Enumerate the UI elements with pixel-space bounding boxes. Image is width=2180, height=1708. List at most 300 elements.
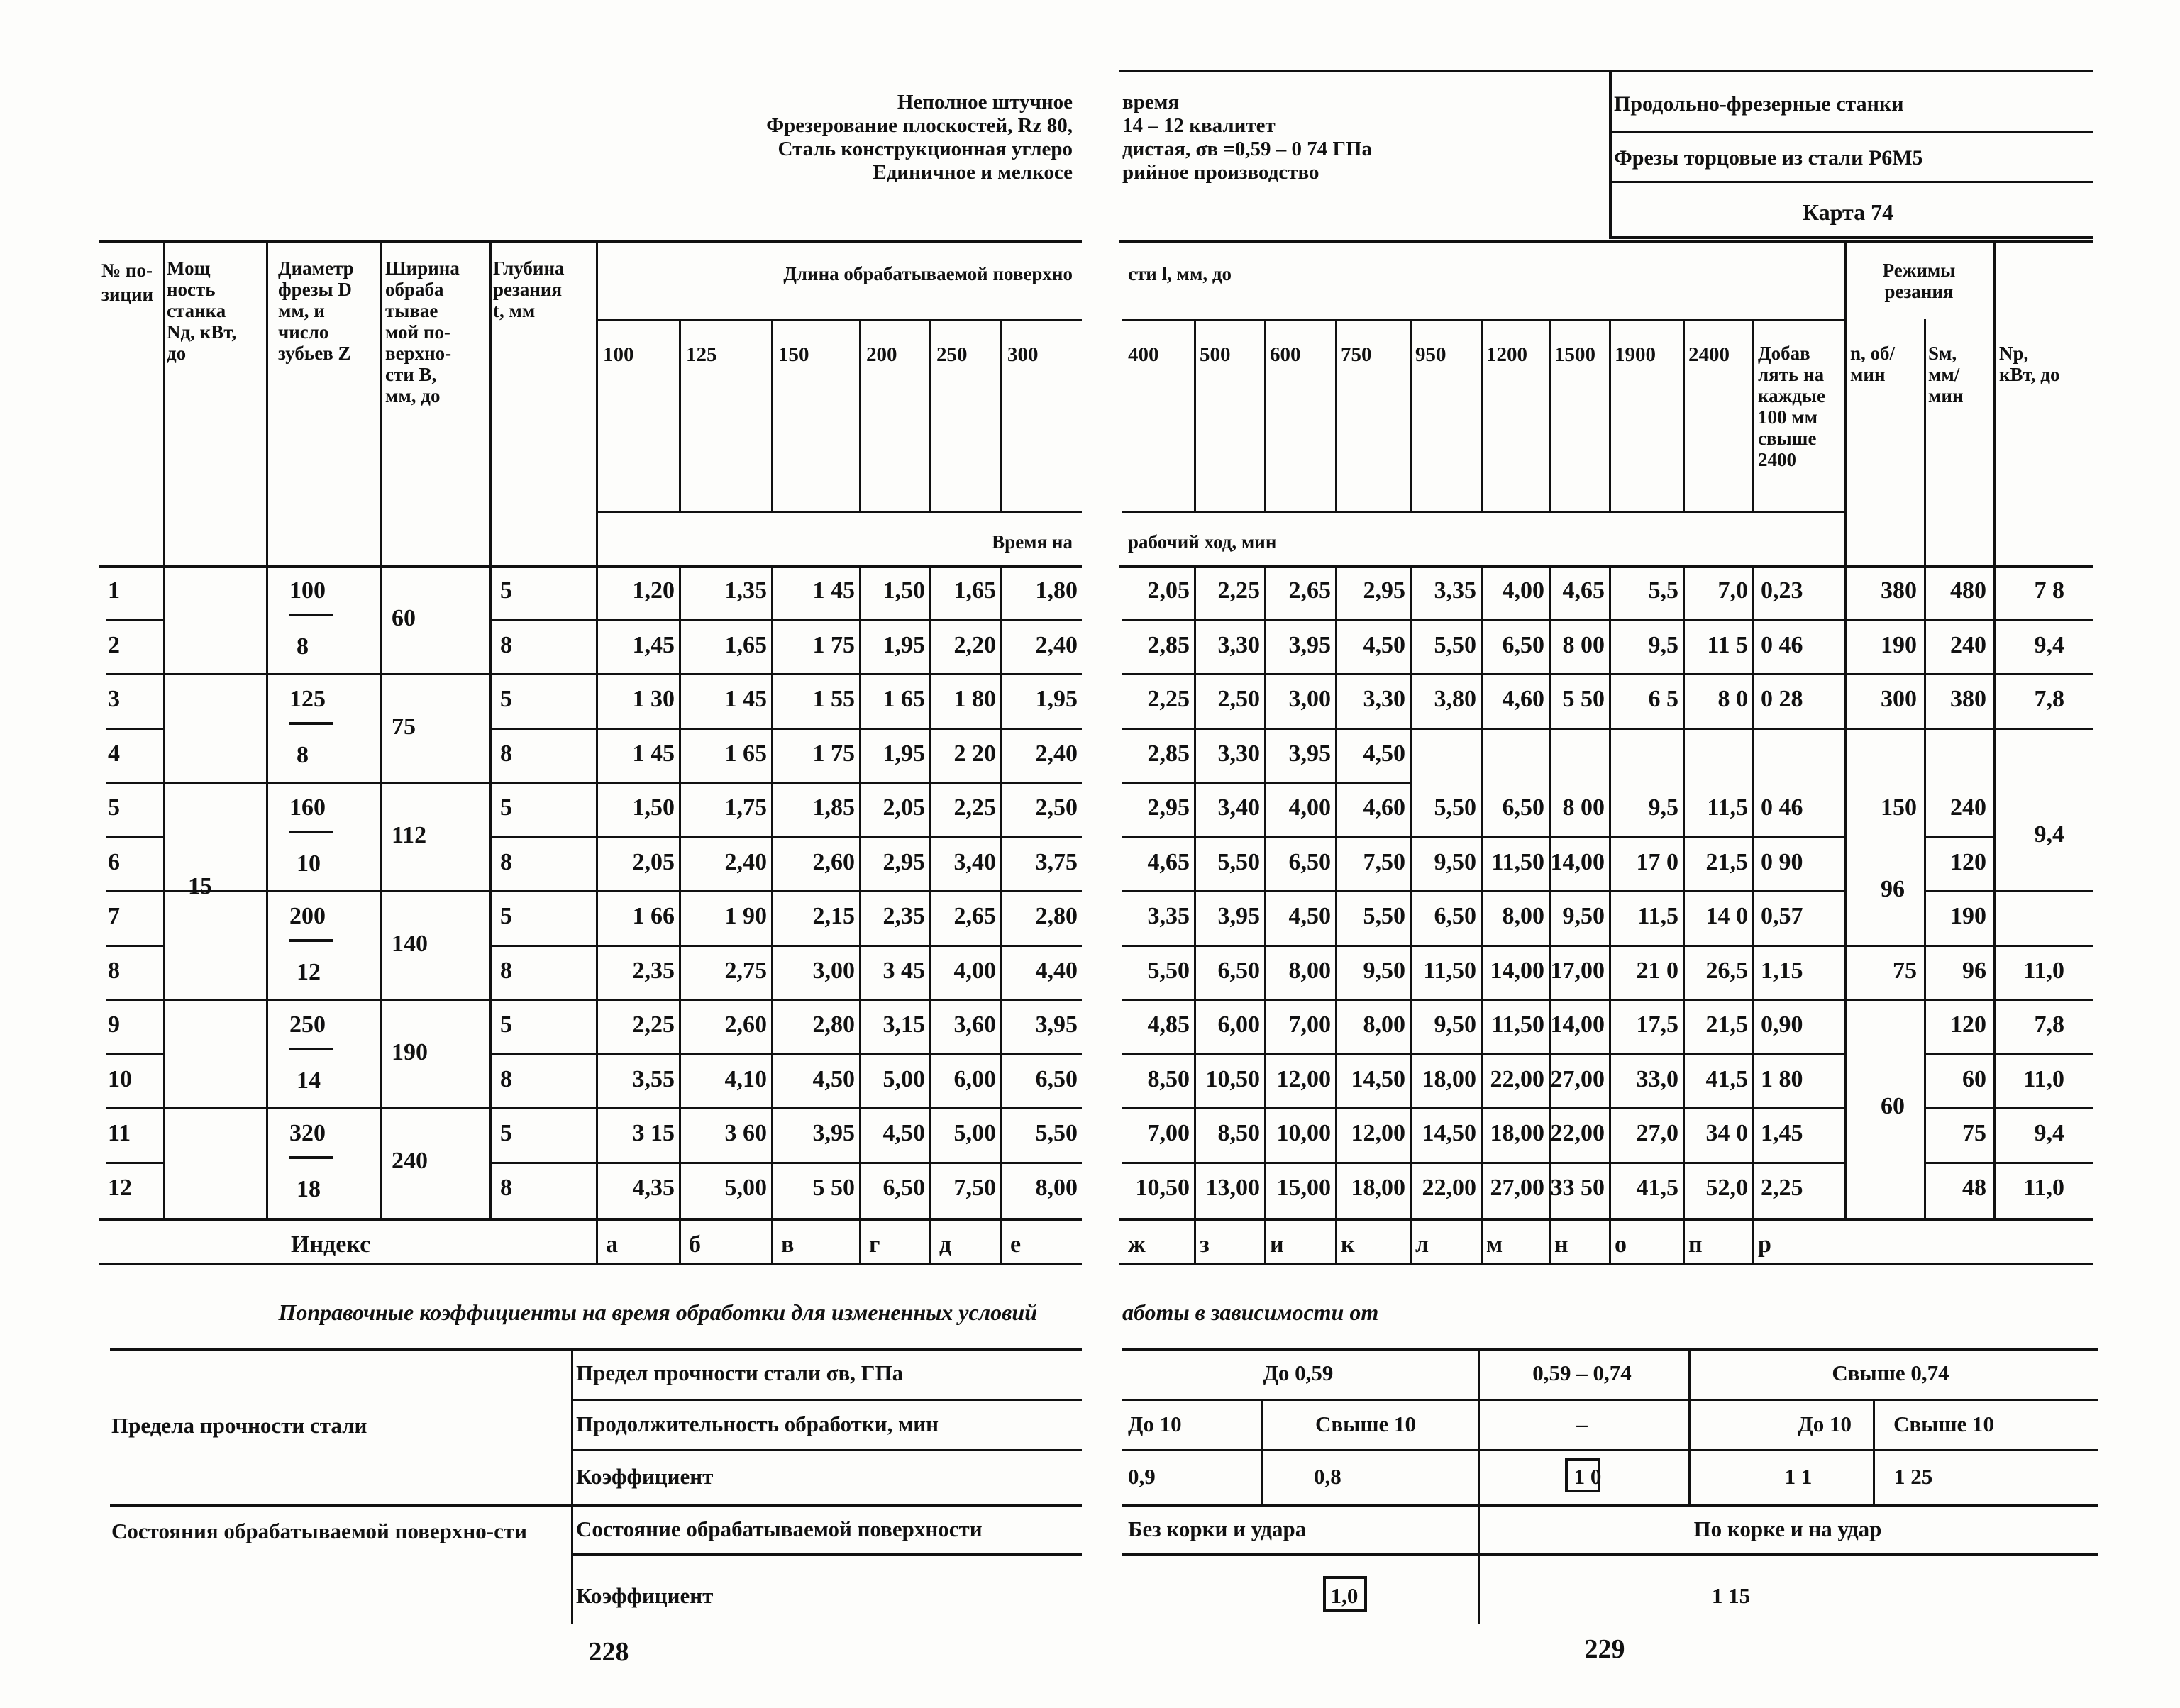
horizontal-rule	[110, 1348, 1082, 1351]
vertical-rule	[679, 565, 681, 1263]
horizontal-rule	[489, 999, 1082, 1001]
vertical-rule	[1410, 319, 1412, 511]
spindle-speed: 60	[1881, 1093, 1905, 1119]
add-value: 2,25	[1761, 1175, 1803, 1201]
horizontal-rule	[163, 782, 489, 784]
col-modes-line: резания	[1884, 281, 1954, 302]
strength-group: Свыше 0,74	[1832, 1360, 1949, 1385]
col-diameter-line: число	[278, 321, 329, 343]
header-right-line: дистая, σв =0,59 – 0 74 ГПа	[1122, 138, 1373, 160]
time-value: 5,5	[1648, 577, 1678, 604]
time-value: 8 0	[1717, 686, 1748, 712]
time-value: 1 75	[812, 741, 855, 767]
horizontal-rule	[1993, 619, 2093, 621]
spindle-speed: 190	[1881, 632, 1917, 658]
time-value: 11,50	[1491, 849, 1544, 875]
index-letter: н	[1554, 1231, 1568, 1258]
time-value: 6,00	[953, 1066, 996, 1092]
time-value: 27,0	[1636, 1120, 1678, 1146]
time-value: 3,95	[1288, 632, 1331, 658]
horizontal-rule	[1924, 673, 1993, 675]
time-value: 3,95	[1288, 741, 1331, 767]
row-depth: 8	[500, 1066, 512, 1092]
vertical-rule	[1549, 319, 1551, 511]
feed-rate: 75	[1962, 1120, 1986, 1146]
horizontal-rule	[489, 728, 1082, 730]
cutting-power: 7,8	[2034, 1011, 2064, 1038]
fraction-bar	[289, 939, 333, 942]
horizontal-rule	[596, 511, 1082, 513]
time-value: 7,50	[953, 1175, 996, 1201]
time-value: 9,50	[1434, 849, 1476, 875]
col-depth-line: резания	[493, 279, 563, 300]
machine-type: Продольно-фрезерные станки	[1614, 92, 1904, 116]
time-value: 2,65	[1288, 577, 1331, 604]
teeth-count: 10	[297, 850, 321, 877]
col-depth-line: Глубина	[493, 257, 565, 279]
time-value: 6,50	[1035, 1066, 1078, 1092]
horizontal-rule	[489, 782, 1082, 784]
horizontal-rule	[1993, 728, 2093, 730]
page-number-right: 229	[1584, 1634, 1625, 1664]
vertical-rule	[1752, 565, 1754, 1263]
vertical-rule	[266, 240, 268, 1218]
row-position: 5	[108, 794, 120, 821]
vertical-rule	[1609, 319, 1611, 511]
time-value: 14,00	[1550, 849, 1605, 875]
time-value: 2,05	[882, 794, 925, 821]
time-value: 1,65	[724, 632, 767, 658]
highlight-box	[1323, 1576, 1367, 1612]
strength-group: До 0,59	[1263, 1360, 1334, 1385]
duration-value: –	[1576, 1412, 1588, 1436]
index-letter: л	[1415, 1231, 1429, 1258]
time-value: 6,50	[1434, 903, 1476, 929]
time-value: 6 5	[1648, 686, 1678, 712]
horizontal-rule	[1993, 1107, 2093, 1109]
col-add-line: 100 мм	[1758, 406, 1818, 428]
add-value: 0 46	[1761, 794, 1803, 821]
col-position: № по-зиции	[101, 260, 154, 305]
spindle-speed: 380	[1881, 577, 1917, 604]
horizontal-rule	[1122, 619, 1844, 621]
row-depth: 5	[500, 1011, 512, 1038]
col-width-line: мой по-	[385, 321, 450, 343]
time-value: 4,50	[1363, 741, 1405, 767]
row-position: 2	[108, 632, 120, 658]
time-value: 1,75	[724, 794, 767, 821]
time-value: 3 15	[632, 1120, 675, 1146]
cutting-power: 11,0	[2023, 958, 2064, 984]
time-value: 1 66	[632, 903, 675, 929]
col-modes-line: Режимы	[1882, 260, 1956, 281]
feed-rate: 480	[1950, 577, 1986, 604]
horizontal-rule	[99, 1263, 1082, 1265]
col-n-line: n, об/	[1850, 343, 1896, 364]
time-value: 3,80	[1434, 686, 1476, 712]
time-value: 2,40	[724, 849, 767, 875]
row-position: 11	[108, 1120, 131, 1146]
col-depth-line: t, мм	[493, 300, 536, 321]
col-power-line: Мощ	[167, 257, 211, 279]
horizontal-rule	[1122, 319, 1844, 321]
coef-value: 0,9	[1128, 1464, 1156, 1489]
col-width-line: верхно-	[385, 343, 452, 364]
vertical-rule	[859, 319, 861, 511]
col-power-line: Nд, кВт,	[167, 321, 237, 343]
time-value: 4,40	[1035, 958, 1078, 984]
time-value: 2,05	[1147, 577, 1190, 604]
time-value: 4,50	[1288, 903, 1331, 929]
time-value: 11,5	[1637, 903, 1678, 929]
vertical-rule	[1481, 565, 1483, 1263]
time-value: 4,00	[1502, 577, 1544, 604]
horizontal-rule	[489, 890, 1082, 892]
teeth-count: 14	[297, 1068, 321, 1094]
horizontal-rule	[1924, 619, 1993, 621]
vertical-rule	[571, 1348, 573, 1624]
horizontal-rule	[163, 890, 489, 892]
surface-width: 75	[392, 713, 416, 740]
horizontal-rule	[106, 728, 163, 730]
vertical-rule	[1194, 319, 1196, 511]
horizontal-rule	[571, 1553, 1082, 1556]
vertical-rule	[1752, 319, 1754, 511]
col-width-line: сти В,	[385, 364, 437, 385]
horizontal-rule	[489, 945, 1082, 947]
row-position: 8	[108, 958, 120, 984]
time-value: 1,65	[953, 577, 996, 604]
vertical-rule	[679, 319, 681, 511]
index-letter: м	[1486, 1231, 1503, 1258]
horizontal-rule	[1122, 728, 1844, 730]
time-value: 5,00	[724, 1175, 767, 1201]
horizontal-rule	[1993, 999, 2093, 1001]
col-power-line: станка	[167, 300, 226, 321]
col-diameter-line: фрезы D	[278, 279, 352, 300]
time-value: 3,00	[812, 958, 855, 984]
feed-rate: 120	[1950, 849, 1986, 875]
add-value: 1,15	[1761, 958, 1803, 984]
vertical-rule	[859, 565, 861, 1263]
row-position: 12	[108, 1175, 132, 1201]
time-value: 6,50	[1502, 794, 1544, 821]
horizontal-rule	[571, 1399, 1082, 1401]
surface-label: Состояния обрабатываемой поверхно-сти	[111, 1519, 527, 1543]
horizontal-rule	[1924, 890, 1993, 892]
vertical-rule	[1609, 565, 1611, 1263]
time-value: 18,00	[1351, 1175, 1405, 1201]
vertical-rule	[929, 565, 931, 1263]
horizontal-rule	[1122, 1399, 2098, 1401]
time-value: 11,50	[1491, 1011, 1544, 1038]
time-value: 4,50	[1363, 632, 1405, 658]
add-value: 0 90	[1761, 849, 1803, 875]
duration-row: Продолжительность обработки, мин	[576, 1412, 939, 1436]
col-power-line: ность	[167, 279, 216, 300]
spindle-speed: 300	[1881, 686, 1917, 712]
feed-rate: 380	[1950, 686, 1986, 712]
time-value: 2,60	[724, 1011, 767, 1038]
header-right-line: время	[1122, 91, 1180, 113]
vertical-rule	[929, 319, 931, 511]
time-value: 3 45	[882, 958, 925, 984]
time-value: 18,00	[1490, 1120, 1544, 1146]
time-value: 14,50	[1351, 1066, 1405, 1092]
time-value: 2,95	[1363, 577, 1405, 604]
horizontal-rule	[1844, 999, 1924, 1001]
time-value: 7,00	[1288, 1011, 1331, 1038]
header-left-line: Сталь конструкционная углеро	[778, 138, 1073, 160]
horizontal-rule	[489, 1162, 1082, 1164]
feed-rate: 240	[1950, 794, 1986, 821]
horizontal-rule	[489, 1053, 1082, 1055]
time-value: 6,50	[1502, 632, 1544, 658]
vertical-rule	[1844, 240, 1847, 1218]
horizontal-rule	[1609, 236, 2093, 239]
col-length-header: сти l, мм, до	[1128, 263, 1232, 284]
cutter-diameter: 200	[289, 903, 326, 929]
col-length-value: 1500	[1554, 343, 1595, 366]
time-value: 2 20	[953, 741, 996, 767]
time-value: 2,75	[724, 958, 767, 984]
time-value: 2,95	[1147, 794, 1190, 821]
time-value: 2,85	[1147, 632, 1190, 658]
horizontal-rule	[1119, 70, 2093, 72]
duration-value: Свыше 10	[1893, 1412, 1994, 1436]
row-position: 7	[108, 903, 120, 929]
strength-row: Предел прочности стали σв, ГПа	[576, 1360, 904, 1385]
time-value: 22,00	[1422, 1175, 1476, 1201]
vertical-rule	[489, 240, 492, 1218]
vertical-rule	[1264, 565, 1266, 1263]
feed-rate: 96	[1962, 958, 1986, 984]
surface-coef: 1 15	[1711, 1583, 1751, 1608]
cutting-power: 7 8	[2034, 577, 2064, 604]
col-add-line: каждые	[1758, 385, 1825, 406]
col-length-value: 500	[1200, 343, 1231, 366]
col-length-value: 125	[686, 343, 717, 366]
time-value: 8,50	[1217, 1120, 1260, 1146]
fraction-bar	[289, 614, 333, 616]
horizontal-rule	[1122, 1053, 1844, 1055]
horizontal-rule	[1122, 999, 1844, 1001]
time-value: 3,30	[1217, 741, 1260, 767]
time-value: 4,35	[632, 1175, 675, 1201]
time-value: 1 55	[812, 686, 855, 712]
col-diameter-line: мм, и	[278, 300, 325, 321]
horizontal-rule	[99, 1218, 1082, 1221]
horizontal-rule	[1924, 1107, 1993, 1109]
time-value: 3,95	[812, 1120, 855, 1146]
vertical-rule	[1481, 319, 1483, 511]
horizontal-rule	[489, 1107, 1082, 1109]
time-value: 1 45	[632, 741, 675, 767]
col-length-value: 100	[603, 343, 634, 366]
index-letter: к	[1341, 1231, 1355, 1258]
time-value: 2,25	[1147, 686, 1190, 712]
time-value: 6,50	[1288, 849, 1331, 875]
cutter-diameter: 125	[289, 686, 326, 712]
time-value: 2,25	[953, 794, 996, 821]
horizontal-rule	[106, 782, 163, 784]
cutter-type: Фрезы торцовые из стали Р6М5	[1614, 146, 1923, 170]
vertical-rule	[771, 565, 773, 1263]
horizontal-rule	[1122, 890, 1844, 892]
time-value: 2,25	[632, 1011, 675, 1038]
time-value: 4,65	[1147, 849, 1190, 875]
col-diameter-line: Диаметр	[278, 257, 354, 279]
teeth-count: 12	[297, 959, 321, 985]
time-value: 12,00	[1276, 1066, 1331, 1092]
time-value: 14 0	[1705, 903, 1748, 929]
time-value: 17,5	[1636, 1011, 1678, 1038]
time-value: 52,0	[1705, 1175, 1748, 1201]
surface-coef: 1,0	[1330, 1583, 1359, 1608]
time-value: 2,05	[632, 849, 675, 875]
spindle-speed: 75	[1893, 958, 1917, 984]
time-value: 9,50	[1562, 903, 1605, 929]
horizontal-rule	[99, 565, 1082, 568]
col-length-value: 1200	[1486, 343, 1527, 366]
horizontal-rule	[489, 673, 1082, 675]
time-value: 17,00	[1550, 958, 1605, 984]
time-value: 1 45	[812, 577, 855, 604]
time-value: 1 75	[812, 632, 855, 658]
time-value: 27,00	[1550, 1066, 1605, 1092]
cutter-diameter: 250	[289, 1011, 326, 1038]
cutting-power: 7,8	[2034, 686, 2064, 712]
time-value: 4,60	[1363, 794, 1405, 821]
time-value: 2,35	[632, 958, 675, 984]
row-depth: 8	[500, 632, 512, 658]
strength-label: Предела прочности стали	[111, 1413, 367, 1438]
time-value: 3,30	[1217, 632, 1260, 658]
time-value: 2,40	[1035, 741, 1078, 767]
time-value: 2,60	[812, 849, 855, 875]
row-depth: 8	[500, 958, 512, 984]
time-value: 3,40	[1217, 794, 1260, 821]
cutting-power: 9,4	[2034, 632, 2064, 658]
horizontal-rule	[106, 999, 163, 1001]
time-value: 3,95	[1035, 1011, 1078, 1038]
coef-value: 1 0	[1573, 1464, 1602, 1489]
time-value: 2,40	[1035, 632, 1078, 658]
duration-value: До 10	[1128, 1412, 1182, 1436]
duration-value: Свыше 10	[1315, 1412, 1416, 1436]
time-value: 2,80	[812, 1011, 855, 1038]
horizontal-rule	[1844, 673, 1924, 675]
horizontal-rule	[1122, 1449, 2098, 1451]
coef-value: 1 25	[1894, 1464, 1933, 1489]
horizontal-rule	[1993, 673, 2093, 675]
time-value: 8,50	[1147, 1066, 1190, 1092]
add-value: 0,90	[1761, 1011, 1803, 1038]
horizontal-rule	[1924, 1162, 1993, 1164]
time-value: 2,80	[1035, 903, 1078, 929]
index-letter: б	[689, 1231, 701, 1258]
time-value: 8,00	[1502, 903, 1544, 929]
coef-title: аботы в зависимости от	[1122, 1299, 1379, 1325]
time-value: 3,35	[1434, 577, 1476, 604]
time-value: 14,00	[1490, 958, 1544, 984]
vertical-rule	[1194, 565, 1196, 1263]
index-letter: р	[1758, 1231, 1771, 1258]
row-depth: 5	[500, 794, 512, 821]
col-add-line: свыше	[1758, 428, 1817, 449]
col-add-line: лять на	[1758, 364, 1825, 385]
add-value: 0 46	[1761, 632, 1803, 658]
col-length-value: 250	[936, 343, 968, 366]
time-value: 9,50	[1434, 1011, 1476, 1038]
row-depth: 8	[500, 741, 512, 767]
time-value: 3,30	[1363, 686, 1405, 712]
horizontal-rule	[1993, 945, 2093, 947]
horizontal-rule	[106, 1162, 163, 1164]
horizontal-rule	[99, 240, 1082, 243]
time-value: 1 65	[882, 686, 925, 712]
surface-width: 240	[392, 1147, 428, 1174]
time-value: 5,50	[1147, 958, 1190, 984]
row-depth: 5	[500, 577, 512, 604]
header-right-line: 14 – 12 квалитет	[1122, 114, 1276, 137]
time-value: 1,50	[632, 794, 675, 821]
horizontal-rule	[106, 945, 163, 947]
surface-row: Состояние обрабатываемой поверхности	[576, 1516, 983, 1541]
horizontal-rule	[106, 1107, 163, 1109]
row-depth: 5	[500, 686, 512, 712]
time-value: 12,00	[1351, 1120, 1405, 1146]
teeth-count: 8	[297, 742, 309, 768]
row-depth: 8	[500, 849, 512, 875]
row-position: 1	[108, 577, 120, 604]
vertical-rule	[1924, 319, 1926, 1218]
time-value: 34 0	[1705, 1120, 1748, 1146]
horizontal-rule	[489, 619, 1082, 621]
coef-value: 1 1	[1784, 1464, 1813, 1489]
row-depth: 8	[500, 1175, 512, 1201]
time-value: 21 0	[1636, 958, 1678, 984]
fraction-bar	[289, 1048, 333, 1050]
index-letter: п	[1688, 1231, 1703, 1258]
surface-width: 112	[392, 821, 427, 848]
horizontal-rule	[1993, 1162, 2093, 1164]
cutter-diameter: 320	[289, 1120, 326, 1146]
time-value: 4,00	[1288, 794, 1331, 821]
cutting-power: 9,4	[2034, 1120, 2064, 1146]
time-value: 6,50	[1217, 958, 1260, 984]
horizontal-rule	[106, 673, 163, 675]
time-value: 8,00	[1363, 1011, 1405, 1038]
horizontal-rule	[1844, 945, 1924, 947]
index-letter: о	[1615, 1231, 1627, 1258]
surface-width: 190	[392, 1038, 428, 1065]
time-value: 1 65	[724, 741, 767, 767]
time-value: 7,00	[1147, 1120, 1190, 1146]
coef-value: 0,8	[1314, 1464, 1341, 1489]
time-value: 2,95	[882, 849, 925, 875]
col-s-line: мм/	[1928, 364, 1960, 385]
card-number: Карта 74	[1802, 199, 1894, 225]
feed-rate: 190	[1950, 903, 1986, 929]
time-value: 5,50	[1217, 849, 1260, 875]
time-value: 4,50	[882, 1120, 925, 1146]
time-value: 22,00	[1550, 1120, 1605, 1146]
time-value: 11 5	[1707, 632, 1748, 658]
add-value: 0,23	[1761, 577, 1803, 604]
horizontal-rule	[1119, 1263, 2093, 1265]
col-width-line: обраба	[385, 279, 444, 300]
